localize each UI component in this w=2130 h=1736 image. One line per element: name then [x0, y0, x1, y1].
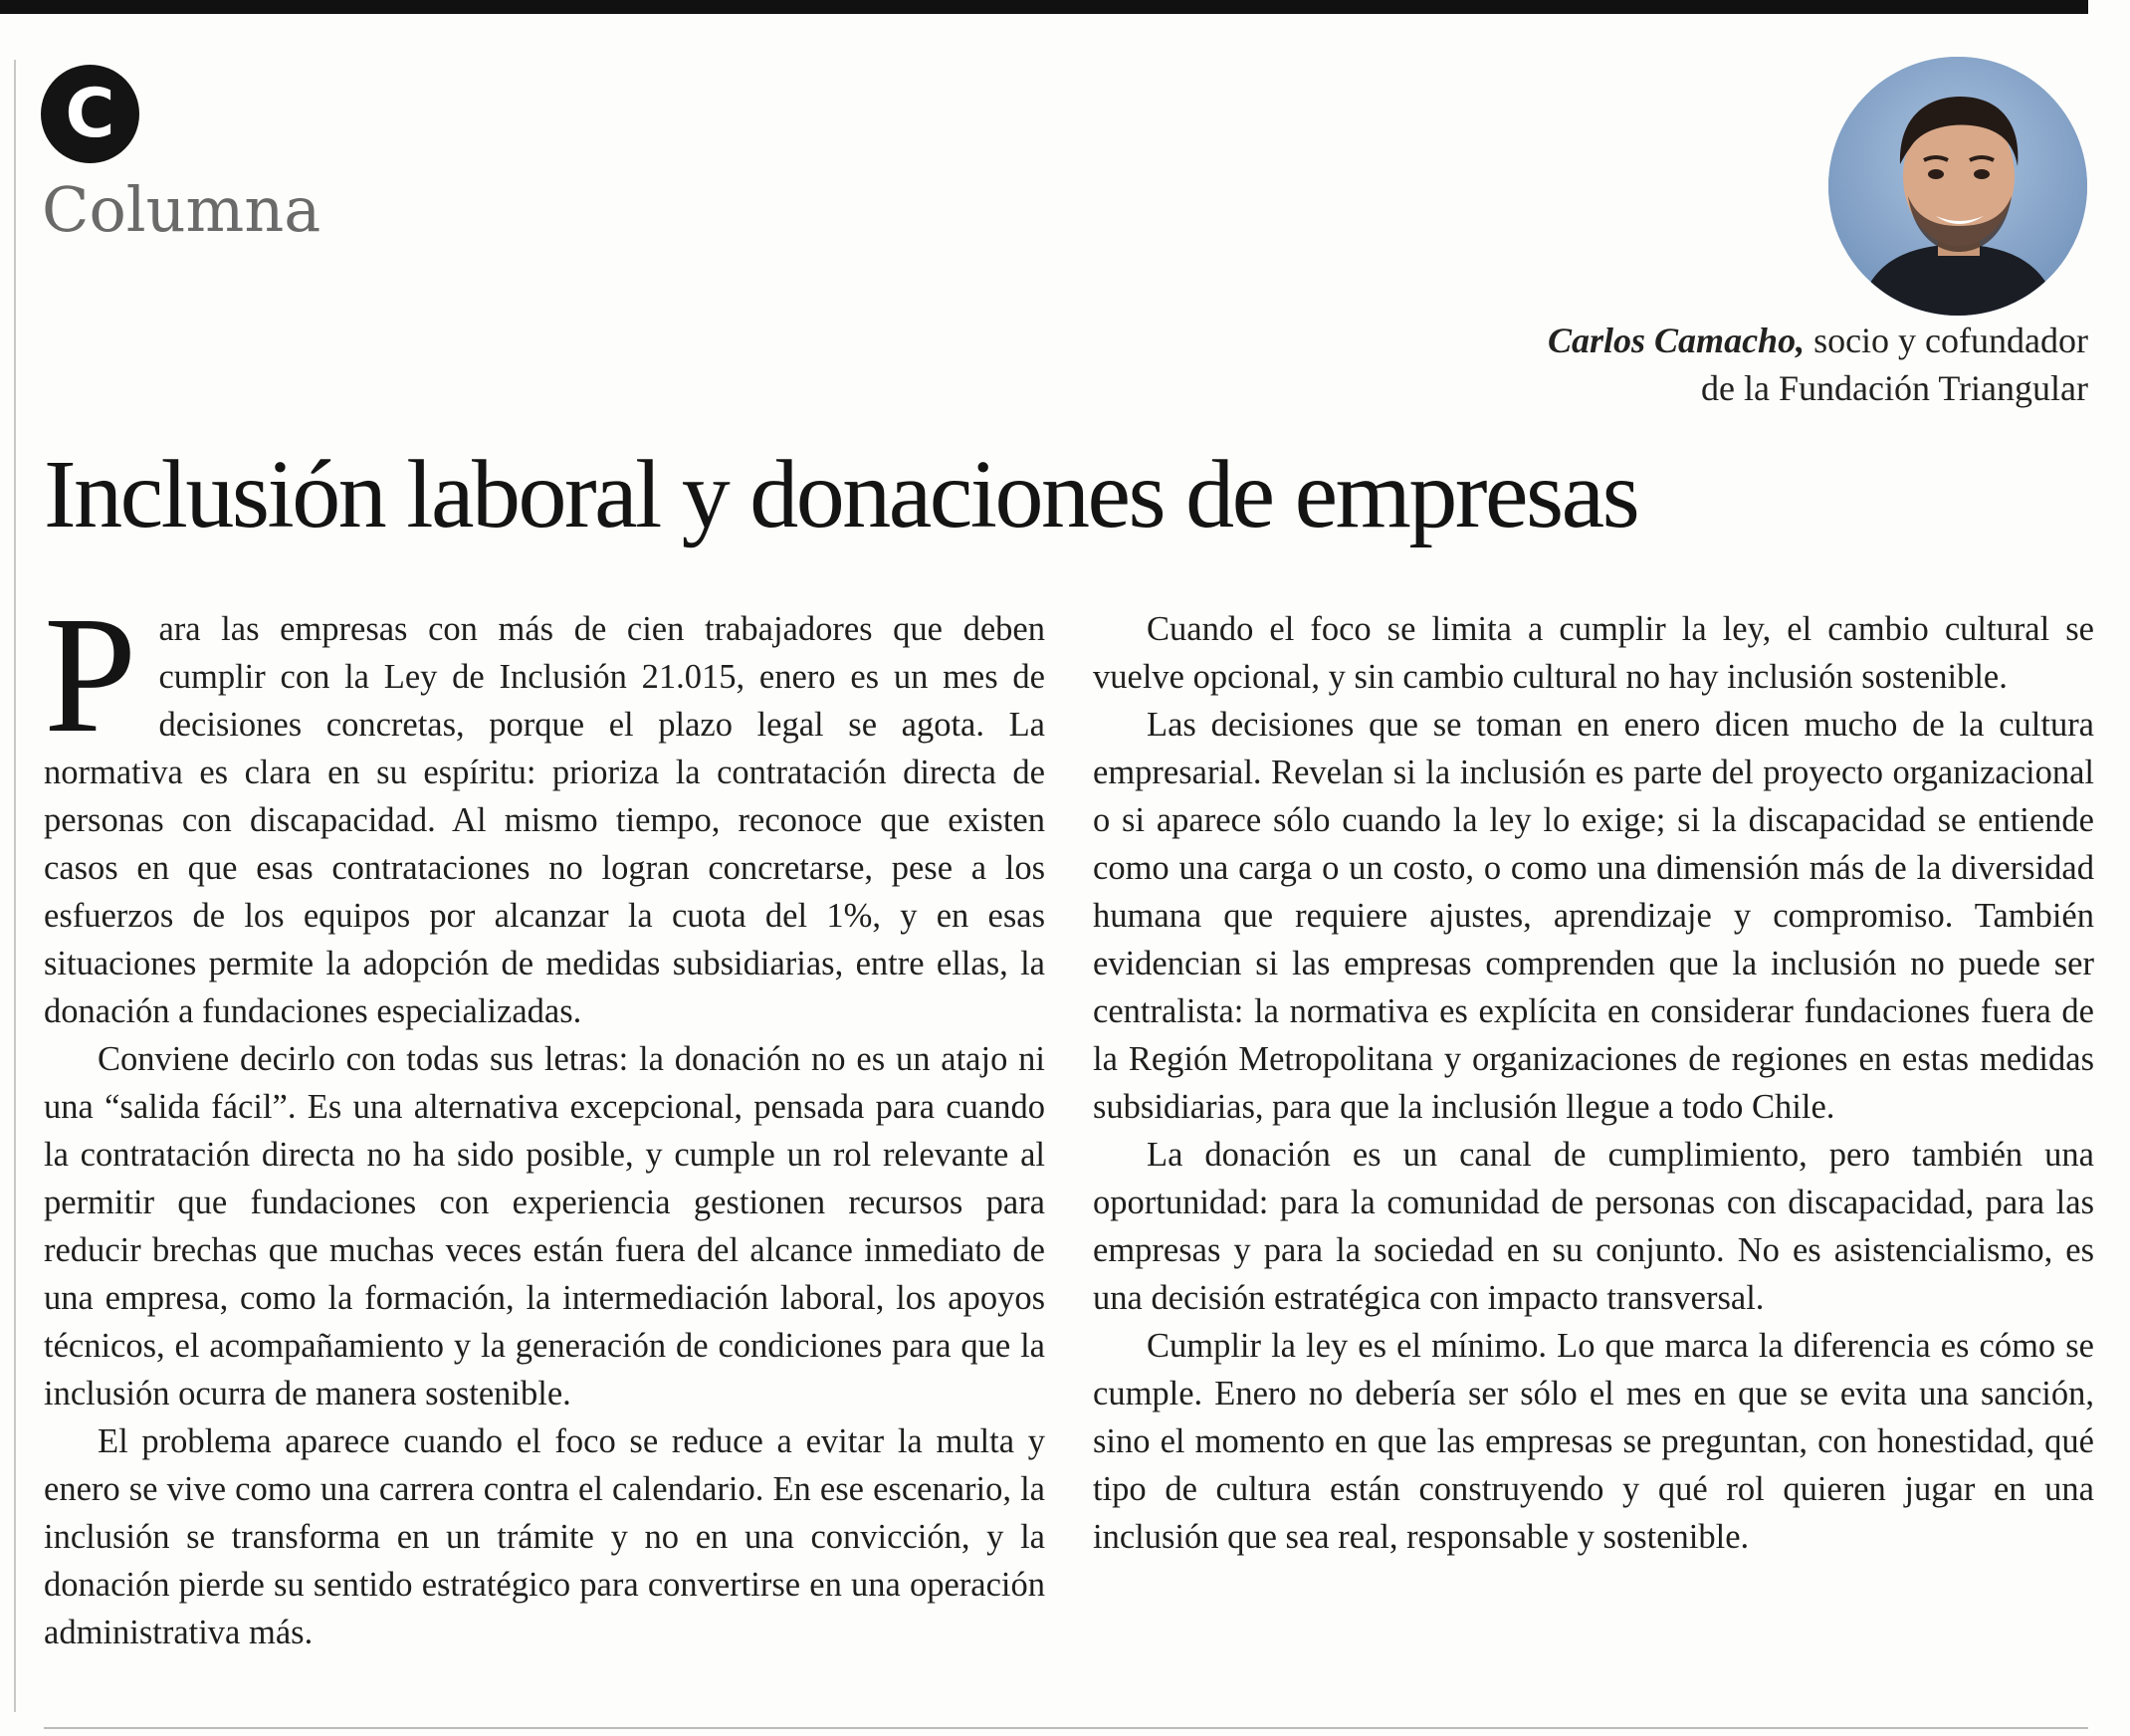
paragraph: Cumplir la ley es el mínimo. Lo que marca la diferencia es cómo se cumple. Enero no debería ser sólo el mes en que se evita una sanción, sino el momento en que las empresas se preguntan, con honestidad, qué tipo de cultura están construyendo y qué rol quieren jugar en una inclusión que sea real, responsable y sostenible.: [1093, 1327, 2094, 1556]
paragraph: Cuando el foco se limita a cumplir la ley, el cambio cultural se vuelve opcional, y sin cambio cultural no hay inclusión sostenible.: [1093, 610, 2094, 696]
article-column-right: [1093, 605, 2094, 1561]
paragraph: Las decisiones que se toman en enero dicen mucho de la cultura empresarial. Revelan si la inclusión es parte del proyecto organizacional o si aparece sólo cuando la ley lo exige; si la discapacidad se entiende como una carga o un costo, o como una dimensión más de la diversidad humana que requiere ajustes, aprendizaje y compromiso. También evidencian si las empresas comprenden que la inclusión no puede ser centralista: la normativa es explícita en considerar fundaciones fuera de la Región Metropolitana y organizaciones de regiones en estas medidas subsidiarias, para que la inclusión llegue a todo Chile.: [1093, 706, 2094, 1126]
paragraph: [44, 582, 1045, 1035]
paragraph: Conviene decirlo con todas sus letras: la donación no es un atajo ni una “salida fácil”. Es una alternativa excepcional, pensada para cuando la contratación directa no ha sido posible, y cumple un rol relevante al permitir que fundaciones con experiencia gestionen recursos para reducir brechas que muchas veces están fuera del alcance inmediato de una empresa, como la formación, la intermediación laboral, los apoyos técnicos, el acompañamiento y la generación de condiciones para que la inclusión ocurra de manera sostenible.: [44, 1040, 1045, 1412]
badge-letter: C: [65, 74, 115, 153]
paragraph-text: ara las empresas con más de cien trabajadores que deben cumplir con la Ley de Inclusión 21.015, enero es un mes de decisiones concretas, porque el plazo legal se agota. La normativa es clara en su espíritu: prioriza la contratación directa de personas con discapacidad. Al mismo tiempo, reconoce que existen casos en que esas contrataciones no logran concretarse, pese a los esfuerzos de los equipos por alcanzar la cuota del 1%, y en esas situaciones permite la adopción de medidas subsidiarias, entre ellas, la donación a fundaciones especializadas.: [44, 610, 1045, 1030]
byline: [1292, 317, 2088, 412]
author-affiliation: de la Fundación Triangular: [1701, 368, 2088, 408]
article-column-left: [44, 582, 1045, 1656]
left-column-rule: [14, 60, 16, 1712]
author-name: Carlos Camacho,: [1548, 321, 1806, 360]
drop-cap: P: [44, 582, 137, 767]
bottom-rule: [44, 1727, 2088, 1729]
article-headline: Inclusión laboral y donaciones de empresas: [44, 441, 1638, 548]
author-photo: [1828, 57, 2087, 316]
top-rule: [0, 0, 2088, 14]
column-badge-icon: [41, 65, 139, 163]
author-role: socio y cofundador: [1805, 321, 2088, 360]
author-portrait-icon: [1828, 57, 2087, 316]
paragraph: El problema aparece cuando el foco se reduce a evitar la multa y enero se vive como una carrera contra el calendario. En ese escenario, la inclusión se transforma en un trámite y no en una convicción, y la donación pierde su sentido estratégico para convertirse en una operación administrativa más.: [44, 1422, 1045, 1651]
paragraph: La donación es un canal de cumplimiento, pero también una oportunidad: para la comunidad de personas con discapacidad, para las empresas y para la sociedad en su conjunto. No es asistencialismo, es una decisión estratégica con impacto transversal.: [1093, 1136, 2094, 1317]
section-label: Columna: [42, 173, 321, 246]
byline-line-1: [1292, 317, 2088, 364]
